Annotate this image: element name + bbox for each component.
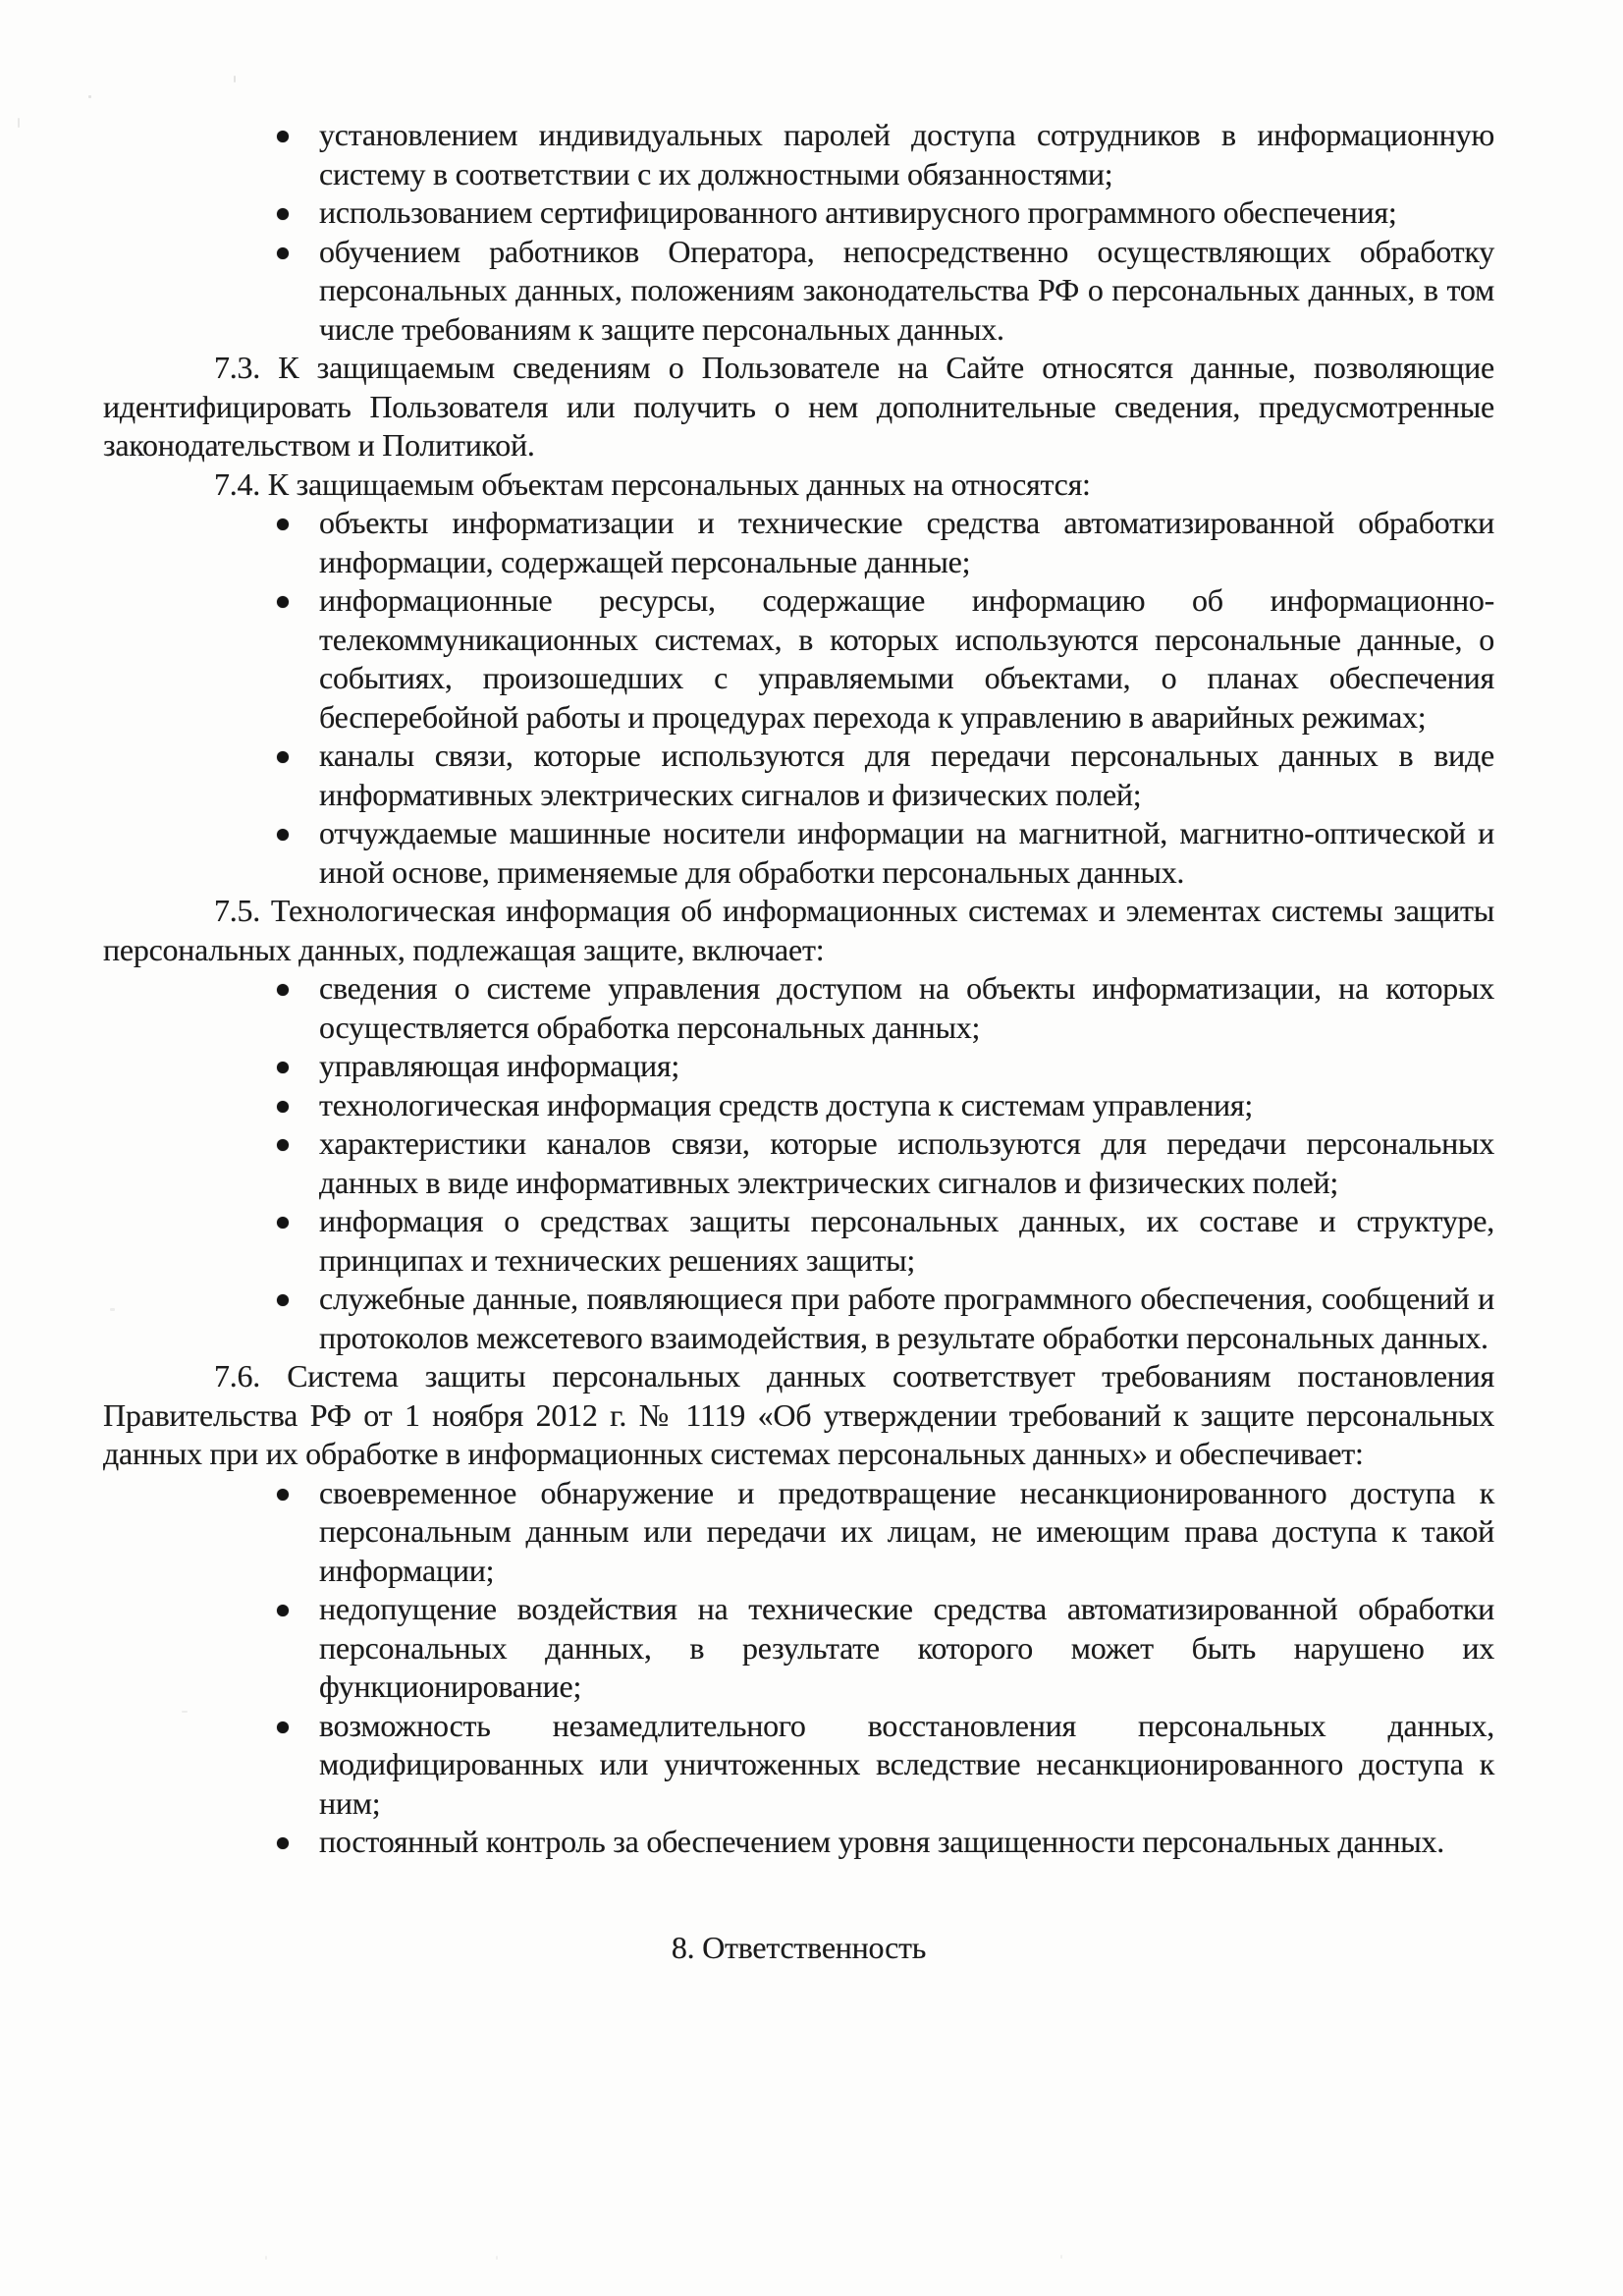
- list-item-text: служебные данные, появляющиеся при работе программного обеспечения, сообщений и протоколов межсетевого взаимодействия, в результате обработки персональных данных.: [319, 1281, 1494, 1355]
- bullet-icon: [277, 247, 289, 259]
- list-item-text: использованием сертифицированного антивирусного программного обеспечения;: [319, 194, 1397, 230]
- list-item: [319, 814, 1494, 892]
- bullet-icon: [277, 1605, 289, 1616]
- list-item: [319, 1707, 1494, 1824]
- paragraph-7-6: 7.6. Система защиты персональных данных соответствует требованиям постановления Правительства РФ от 1 ноября 2012 г. № 1119 «Об утверждении требований к защите персональных данных при их обработке в информационных системах персональных данных» и обеспечивает:: [103, 1358, 1494, 1471]
- list-item: [319, 737, 1494, 814]
- paragraph-7-5: 7.5. Технологическая информация об информационных системах и элементах системы защиты персональных данных, подлежащая защите, включает:: [103, 893, 1494, 967]
- paragraph-7-4: 7.4. К защищаемым объектам персональных данных на относятся:: [214, 465, 1091, 502]
- list-item: [319, 193, 1494, 233]
- scan-speck: [1060, 2255, 1062, 2259]
- bullet-icon: [277, 1489, 289, 1501]
- tech-info-list: [103, 969, 1494, 1357]
- list-item-text: установлением индивидуальных паролей доступа сотрудников в информационную систему в соответствии с их должностными обязанностями;: [319, 117, 1494, 191]
- scan-speck: [265, 2256, 267, 2260]
- bullet-icon: [277, 1139, 289, 1151]
- list-item: [319, 1124, 1494, 1202]
- list-item-text: технологическая информация средств доступа к системам управления;: [319, 1086, 1253, 1122]
- scan-speck: [182, 1711, 188, 1713]
- bullet-icon: [277, 1722, 289, 1733]
- list-item: [319, 1086, 1494, 1125]
- list-item: [319, 1590, 1494, 1707]
- list-item-text: информационные ресурсы, содержащие информацию об информационно-телекоммуникационных системах, в которых используются персональные данные, о событиях, произошедших с управляемыми объектами, о планах обеспечения бесперебойной работы и процедурах перехода к управлению в аварийных режимах;: [319, 582, 1494, 735]
- bullet-icon: [277, 1062, 289, 1073]
- list-item: [319, 116, 1494, 193]
- list-item-text: обучением работников Оператора, непосредственно осуществляющих обработку персональных данных, положениям законодательства РФ о персональных данных, в том числе требованиям к защите персональных данных.: [319, 233, 1494, 347]
- bullet-icon: [277, 984, 289, 996]
- scan-speck: [18, 118, 20, 128]
- bullet-icon: [277, 1837, 289, 1849]
- scan-speck: [110, 1308, 115, 1311]
- scan-speck: [234, 76, 236, 82]
- protection-system-list: [103, 1474, 1494, 1862]
- list-item-text: сведения о системе управления доступом на объекты информатизации, на которых осуществляется обработка персональных данных;: [319, 970, 1494, 1045]
- list-item-text: характеристики каналов связи, которые используются для передачи персональных данных в виде информативных электрических сигналов и физических полей;: [319, 1125, 1494, 1200]
- paragraph-7-3: 7.3. К защищаемым сведениям о Пользователе на Сайте относятся данные, позволяющие идентифицировать Пользователя или получить о нем дополнительные сведения, предусмотренные законодательством и Политикой.: [103, 350, 1494, 463]
- bullet-icon: [277, 519, 289, 530]
- list-item: [319, 1202, 1494, 1280]
- list-item-text: своевременное обнаружение и предотвращение несанкционированного доступа к персональным данным или передачи их лицам, не имеющим права доступа к такой информации;: [319, 1474, 1494, 1588]
- protected-objects-list: [103, 504, 1494, 892]
- bullet-icon: [277, 1217, 289, 1229]
- list-item: [319, 581, 1494, 737]
- list-item: [319, 1280, 1494, 1357]
- list-item: [319, 233, 1494, 350]
- scan-speck: [496, 2256, 498, 2260]
- list-item-text: отчуждаемые машинные носители информации на магнитной, магнитно-оптической и иной основе, применяемые для обработки персональных данных.: [319, 815, 1494, 890]
- list-item-text: недопущение воздействия на технические средства автоматизированной обработки персональных данных, в результате которого может быть нарушено их функционирование;: [319, 1591, 1494, 1704]
- list-item-text: информация о средствах защиты персональных данных, их составе и структуре, принципах и технических решениях защиты;: [319, 1203, 1494, 1278]
- bullet-icon: [277, 1294, 289, 1306]
- list-item-text: управляющая информация;: [319, 1048, 680, 1083]
- list-item: [319, 1047, 1494, 1086]
- list-item-text: постоянный контроль за обеспечением уровня защищенности персональных данных.: [319, 1824, 1444, 1859]
- list-item: [319, 969, 1494, 1047]
- security-measures-list: [103, 116, 1494, 349]
- bullet-icon: [277, 208, 289, 220]
- bullet-icon: [277, 829, 289, 841]
- list-item: [319, 504, 1494, 581]
- list-item-text: объекты информатизации и технические средства автоматизированной обработки информации, содержащей персональные данные;: [319, 505, 1494, 579]
- section-8-heading: 8. Ответственность: [671, 1929, 927, 1965]
- bullet-icon: [277, 1101, 289, 1113]
- list-item: [319, 1474, 1494, 1591]
- bullet-icon: [277, 751, 289, 763]
- bullet-icon: [277, 596, 289, 608]
- scan-speck: [88, 95, 91, 98]
- list-item-text: каналы связи, которые используются для передачи персональных данных в виде информативных электрических сигналов и физических полей;: [319, 738, 1494, 812]
- bullet-icon: [277, 131, 289, 142]
- list-item-text: возможность незамедлительного восстановления персональных данных, модифицированных или уничтоженных вследствие несанкционированного доступа к ним;: [319, 1707, 1494, 1821]
- list-item: [319, 1823, 1494, 1862]
